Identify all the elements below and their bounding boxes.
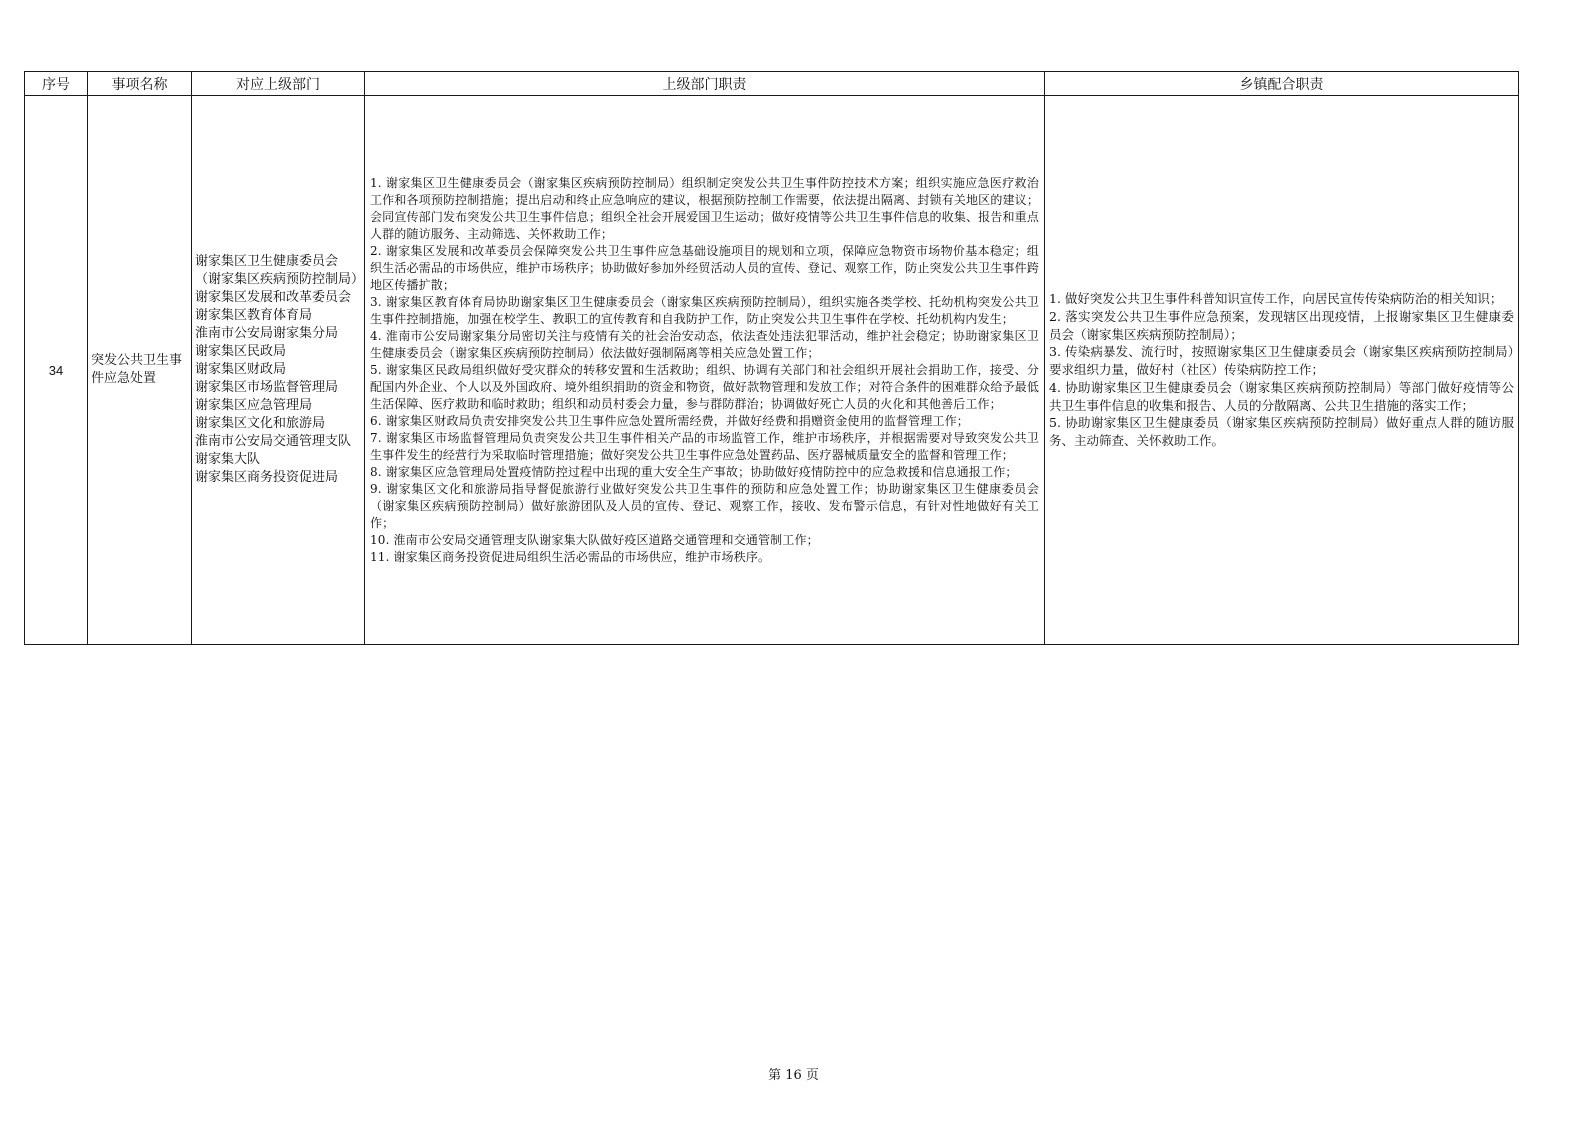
header-upper-duty: 上级部门职责 (365, 72, 1045, 96)
upper-duty-item: 6. 谢家集区财政局负责安排突发公共卫生事件应急处置所需经费，并做好经费和捐赠资金使用的监督管理工作； (370, 413, 969, 428)
dept-item: 谢家集区民政局 (195, 344, 287, 359)
town-duty-item: 2. 落实突发公共卫生事件应急预案，发现辖区出现疫情，上报谢家集区卫生健康委员会（谢家集区疾病预防控制局）； (1049, 308, 1514, 342)
cell-seq: 34 (25, 96, 88, 645)
header-item-name: 事项名称 (88, 72, 192, 96)
page-number: 第 16 页 (768, 1068, 819, 1083)
cell-item-name: 突发公共卫生事件应急处置 (88, 96, 192, 645)
dept-item: 谢家集区文化和旅游局 (195, 416, 326, 431)
upper-duty-item: 4. 淮南市公安局谢家集分局密切关注与疫情有关的社会治安动态，依法查处违法犯罪活动，维护社会稳定；协助谢家集区卫生健康委员会（谢家集区疾病预防控制局）依法做好强制隔离等相关应急处置工作； (370, 328, 1039, 360)
upper-duty-item: 10. 淮南市公安局交通管理支队谢家集大队做好疫区道路交通管理和交通管制工作； (370, 532, 819, 547)
town-duty-item: 5. 协助谢家集区卫生健康委员（谢家集区疾病预防控制局）做好重点人群的随访服务、主动筛查、关怀救助工作。 (1049, 415, 1514, 449)
cell-upper-depts (192, 96, 365, 645)
upper-duty-item: 9. 谢家集区文化和旅游局指导督促旅游行业做好突发公共卫生事件的预防和应急处置工作；协助谢家集区卫生健康委员会（谢家集区疾病预防控制局）做好旅游团队及人员的宣传、登记、观察工作，接收、发布警示信息，有针对性地做好有关工作； (370, 481, 1039, 530)
cell-upper-duties (365, 96, 1045, 645)
town-duty-item: 1. 做好突发公共卫生事件科普知识宣传工作，向居民宣传传染病防治的相关知识； (1049, 290, 1503, 306)
upper-duty-item: 11. 谢家集区商务投资促进局组织生活必需品的市场供应，维护市场秩序。 (370, 549, 771, 564)
header-upper-dept: 对应上级部门 (192, 72, 365, 96)
upper-duty-item: 1. 谢家集区卫生健康委员会（谢家集区疾病预防控制局）组织制定突发公共卫生事件防控技术方案；组织实施应急医疗救治工作和各项预防控制措施；提出启动和终止应急响应的建议，根据预防控制工作需要，依法提出隔离、封锁有关地区的建议；会同宣传部门发布突发公共卫生事件信息；组织全社会开展爱国卫生运动；做好疫情等公共卫生事件信息的收集、报告和重点人群的随访服务、主动筛选、关怀救助工作； (370, 175, 1039, 241)
table-header-row (25, 72, 1519, 96)
table-row (25, 96, 1519, 645)
town-duty-item: 4. 协助谢家集区卫生健康委员会（谢家集区疾病预防控制局）等部门做好疫情等公共卫生事件信息的收集和报告、人员的分散隔离、公共卫生措施的落实工作； (1049, 379, 1514, 413)
dept-item: 谢家集区应急管理局 (195, 398, 313, 413)
upper-duty-item: 5. 谢家集区民政局组织做好受灾群众的转移安置和生活救助；组织、协调有关部门和社会组织开展社会捐助工作，接受、分配国内外企业、个人以及外国政府、境外组织捐助的资金和物资，做好款物管理和发放工作；对符合条件的困难群众给予最低生活保障、医疗救助和临时救助；组织和动员村委会力量，参与群防群治；协调做好死亡人员的火化和其他善后工作； (370, 362, 1039, 411)
dept-item: 谢家集区商务投资促进局 (195, 470, 339, 485)
upper-duty-item: 7. 谢家集区市场监督管理局负责突发公共卫生事件相关产品的市场监管工作，维护市场秩序，并根据需要对导致突发公共卫生事件发生的经营行为采取临时管理措施；做好突发公共卫生事件应急处置药品、医疗器械质量安全的监督和管理工作； (370, 430, 1039, 462)
dept-item: 淮南市公安局交通管理支队谢家集大队 (195, 434, 352, 467)
dept-item: 谢家集区发展和改革委员会 (195, 290, 352, 305)
dept-item: 谢家集区财政局 (195, 362, 287, 377)
dept-item: 谢家集区市场监督管理局 (195, 380, 339, 395)
cell-town-duties (1045, 96, 1519, 645)
dept-item: 谢家集区教育体育局 (195, 308, 313, 323)
upper-duty-item: 3. 谢家集区教育体育局协助谢家集区卫生健康委员会（谢家集区疾病预防控制局），组织实施各类学校、托幼机构突发公共卫生事件控制措施，加强在校学生、教职工的宣传教育和自我防护工作，防止突发公共卫生事件在学校、托幼机构内发生； (370, 294, 1039, 326)
header-town-duty: 乡镇配合职责 (1045, 72, 1519, 96)
upper-duty-item: 8. 谢家集区应急管理局处置疫情防控过程中出现的重大安全生产事故；协助做好疫情防控中的应急救援和信息通报工作； (370, 464, 1018, 479)
dept-item: 淮南市公安局谢家集分局 (195, 326, 339, 341)
header-seq: 序号 (25, 72, 88, 96)
town-duty-item: 3. 传染病暴发、流行时，按照谢家集区卫生健康委员会（谢家集区疾病预防控制局）要求组织力量，做好村（社区）传染病防控工作； (1049, 344, 1514, 378)
duty-table (24, 71, 1519, 645)
upper-duty-item: 2. 谢家集区发展和改革委员会保障突发公共卫生事件应急基础设施项目的规划和立项，保障应急物资市场物价基本稳定；组织生活必需品的市场供应，维护市场秩序；协助做好参加外经贸活动人员的宣传、登记、观察工作，防止突发公共卫生事件跨地区传播扩散； (370, 243, 1039, 292)
dept-item: 谢家集区卫生健康委员会（谢家集区疾病预防控制局） (195, 254, 365, 287)
